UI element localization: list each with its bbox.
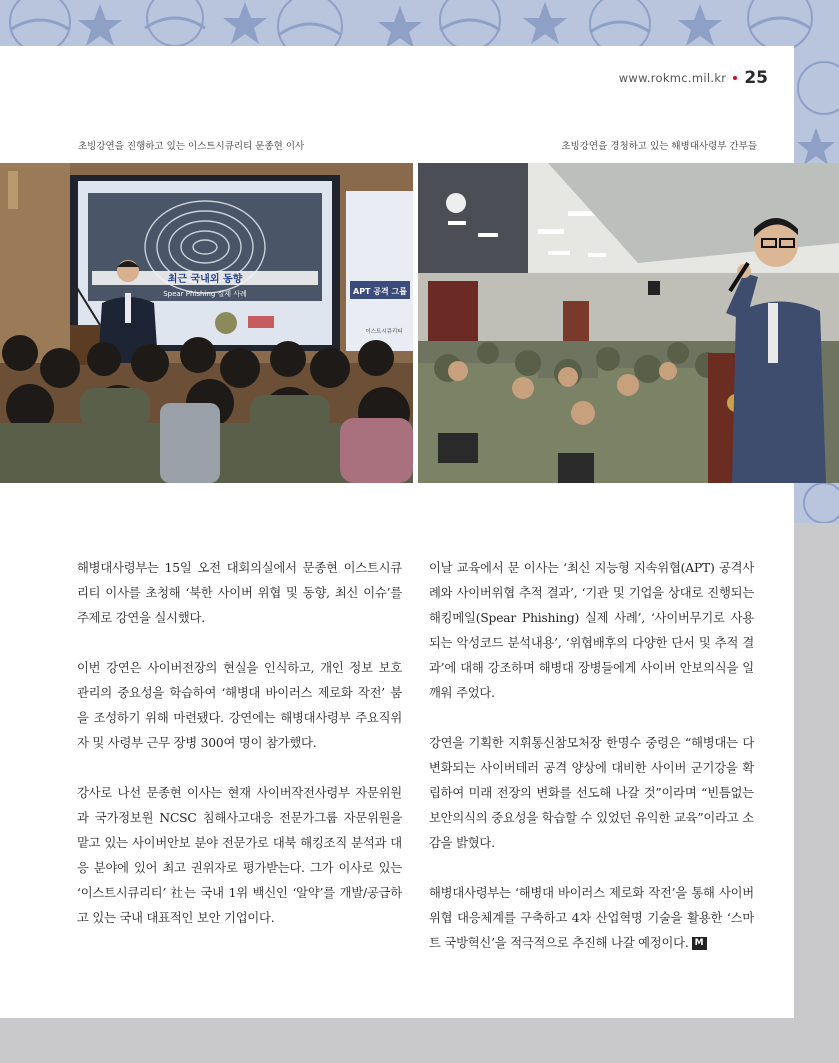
photo-caption-left: 초빙강연을 진행하고 있는 이스트시큐리티 문종현 이사: [78, 141, 305, 152]
article-paragraph: 강사로 나선 문종현 이사는 현재 사이버작전사령부 자문위원과 국가정보원 NCSC 침해사고대응 전문가그룹 자문위원을 맡고 있는 사이버안보 분야 전문가로 대북 해킹조직 분석과 대응 분야에 있어 최고 권위자로 평가받는다. 그가 이사로 있는 ‘이스트시큐리티’ 社는 국내 1위 백신인 ‘알약’를 개발/공급하고 있는 국내 대표적인 보안 기업이다.: [77, 786, 402, 925]
article-column-left: [77, 556, 402, 956]
screen-sub-title: Spear Phishing 실제 사례: [163, 290, 247, 298]
article-paragraph: 강연을 기획한 지휘통신참모처장 한명수 중령은 “해병대는 다변화되는 사이버테러 공격 양상에 대비한 사이버 군기강을 확립하여 미래 전장의 변화를 선도해 나갈 것”이라며 “빈틈없는 보안의식의 중요성을 학습할 수 있었던 유익한 교육”이라고 소감을 밝혔다.: [429, 736, 754, 850]
article-column-right: [429, 556, 754, 981]
screen-main-title: 최근 국내외 동향: [167, 274, 243, 285]
screen-side-title: APT 공격 그룹: [353, 287, 407, 296]
article-paragraph-text: 해병대사령부는 ‘해병대 바이러스 제로화 작전’을 통해 사이버위협 대응체계를 구축하고 4차 산업혁명 기술을 활용한 ‘스마트 국방혁신’을 적극적으로 추진해 나갈 예정이다.: [429, 886, 754, 950]
photo-audience-listening: [418, 163, 839, 483]
article-paragraph: 이번 강연은 사이버전장의 현실을 인식하고, 개인 정보 보호 관리의 중요성을 학습하여 ‘해병대 바이러스 제로화 작전’ 붐을 조성하기 위해 마련됐다. 강연에는 해병대사령부 주요직위자 및 사령부 근무 장병 300여 명이 참가했다.: [77, 661, 402, 750]
page-number: 25: [744, 68, 768, 88]
article-paragraph: 이날 교육에서 문 이사는 ‘최신 지능형 지속위협(APT) 공격사례와 사이버위협 추적 결과’, ‘기관 및 기업을 상대로 진행되는 해킹메일(Spear Phishing) 실제 사례’, ‘사이버무기로 사용되는 악성코드 분석내용’, ‘위협배후의 다양한 단서 및 추적 결과’에 대해 강조하며 해병대 장병들에게 사이버 안보의식을 일깨워 주었다.: [429, 561, 754, 700]
site-url: www.rokmc.mil.kr: [618, 71, 727, 85]
photo-lecture-speaker: [0, 163, 413, 483]
article-end-mark-icon: M: [692, 937, 707, 950]
page-header: [619, 68, 768, 88]
screen-side-subtitle: 이스트시큐리티: [365, 329, 403, 335]
emblem-pattern: [0, 0, 839, 48]
magazine-page: [0, 46, 794, 1018]
article-paragraph: 해병대사령부는 15일 오전 대회의실에서 문종현 이스트시큐리티 이사를 초청해 ‘북한 사이버 위협 및 동향, 최신 이슈’를 주제로 강연을 실시했다.: [77, 561, 402, 625]
photo-caption-right: 초빙강연을 경청하고 있는 해병대사령부 간부들: [561, 141, 757, 152]
top-decorative-band: [0, 0, 839, 48]
header-bullet-icon: [733, 76, 737, 80]
article-paragraph-final: [429, 881, 754, 956]
